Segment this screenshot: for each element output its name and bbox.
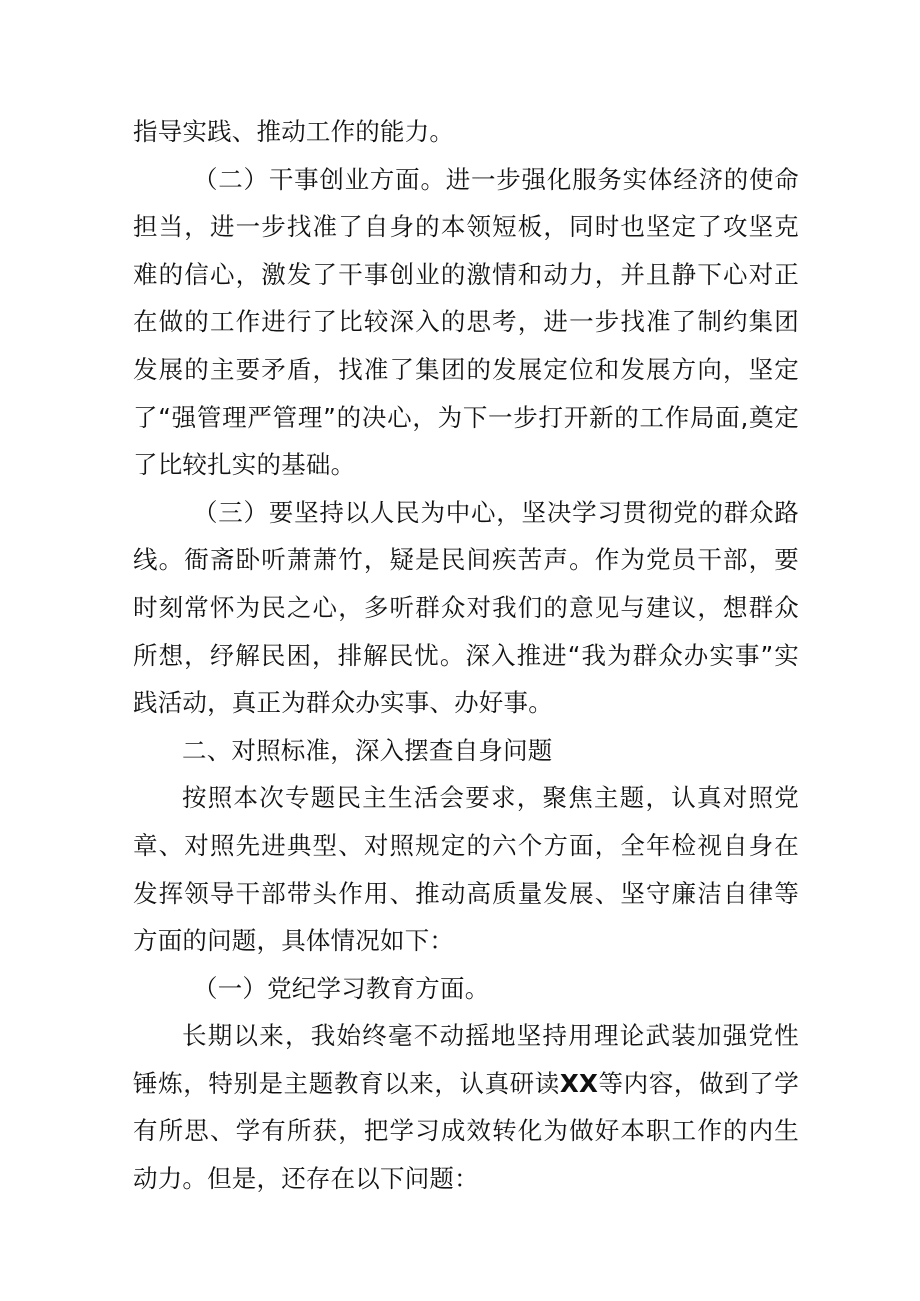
paragraph-7-text-before: 长期以来，我始终毫不动摇地坚持用理论武装加强党性锤炼，特别是主题教育以来，认真研读 xyxy=(133,1021,799,1098)
paragraph-2: （二）干事创业方面。进一步强化服务实体经济的使命担当，进一步找准了自身的本领短板，同时也坚定了攻坚克难的信心，激发了干事创业的激情和动力，并且静下心对正在做的工作进行了比较深入的思考，进一步找准了制约集团发展的主要矛盾，找准了集团的发展定位和发展方向，坚定了“强管理严管理”的决心，为下一步打开新的工作局面,奠定了比较扎实的基础。 xyxy=(133,164,799,480)
paragraph-5: 按照本次专题民主生活会要求，聚焦主题，认真对照党章、对照先进典型、对照规定的六个方面，全年检视自身在发挥领导干部带头作用、推动高质量发展、坚守廉洁自律等方面的问题，具体情况如下： xyxy=(133,783,799,956)
paragraph-7-emphasis: XX xyxy=(559,1068,599,1098)
document-body xyxy=(133,108,799,1203)
subsection-heading: （一）党纪学习教育方面。 xyxy=(193,973,490,1003)
paragraph-7-text-after: 等内容，做到了学有所思、学有所获，把学习成效转化为做好本职工作的内生动力。但是，还存在以下问题： xyxy=(133,1068,799,1194)
paragraph-1: 指导实践、推动工作的能力。 xyxy=(133,117,455,146)
section-heading: 二、对照标准，深入摆查自身问题 xyxy=(182,735,553,765)
paragraph-3: （三）要坚持以人民为中心，坚决学习贯彻党的群众路线。衙斋卧听萧萧竹，疑是民间疾苦声。作为党员干部，要时刻常怀为民之心，多听群众对我们的意见与建议，想群众所想，纾解民困，排解民忧。深入推进“我为群众办实事”实践活动，真正为群众办实事、办好事。 xyxy=(133,497,799,718)
paragraph-7 xyxy=(133,1012,799,1202)
